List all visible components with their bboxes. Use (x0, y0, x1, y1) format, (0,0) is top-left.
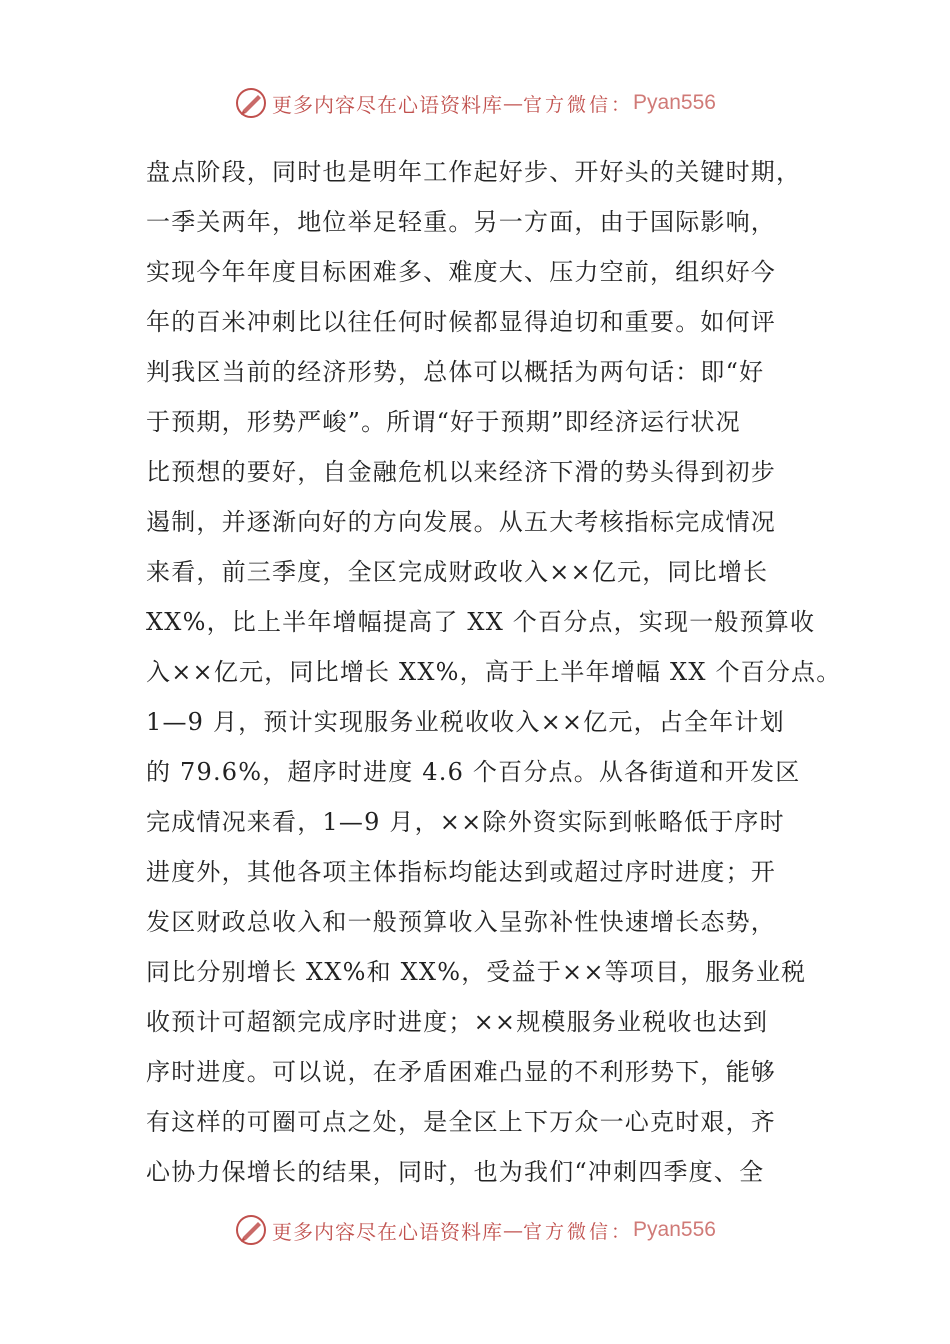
footer-separator: — (503, 1218, 524, 1242)
header-watermark (0, 83, 950, 123)
pen-logo-icon (234, 86, 268, 120)
footer-site-name: 更多内容尽在心语资料库 (272, 1219, 504, 1244)
pen-logo-icon (234, 1213, 268, 1247)
footer-wechat-id: Pyan556 (633, 1218, 716, 1241)
text-line: 有这样的可圈可点之处，是全区上下万众一心克时艰，齐 (146, 1108, 776, 1136)
text-line: 盘点阶段，同时也是明年工作起好步、开好头的关键时期， (146, 158, 802, 186)
footer-watermark (0, 1210, 950, 1250)
text-line: 发区财政总收入和一般预算收入呈弥补性快速增长态势， (146, 908, 776, 936)
text-line: 心协力保增长的结果，同时，也为我们“冲刺四季度、全 (146, 1158, 765, 1186)
footer-wechat-label: 官方微信： (523, 1220, 634, 1243)
text-line: 年的百米冲刺比以往任何时候都显得迫切和重要。如何评 (146, 308, 776, 336)
header-wechat-id: Pyan556 (633, 91, 716, 114)
header-wechat-label: 官方微信： (523, 93, 634, 116)
text-line: 遏制，并逐渐向好的方向发展。从五大考核指标完成情况 (146, 508, 776, 536)
text-line: 进度外，其他各项主体指标均能达到或超过序时进度；开 (146, 858, 776, 886)
text-line: 收预计可超额完成序时进度；××规模服务业税收也达到 (146, 1008, 769, 1036)
text-line: 于预期，形势严峻”。所谓“好于预期”即经济运行状况 (146, 408, 741, 436)
text-line: 同比分别增长 XX%和 XX%，受益于××等项目，服务业税 (146, 958, 807, 986)
text-line: 1—9 月，预计实现服务业税收收入××亿元，占全年计划 (146, 708, 785, 736)
text-line: 判我区当前的经济形势，总体可以概括为两句话：即“好 (146, 358, 765, 386)
text-line: 序时进度。可以说，在矛盾困难凸显的不利形势下，能够 (146, 1058, 776, 1086)
header-separator: — (503, 91, 524, 115)
text-line: 完成情况来看，1—9 月，××除外资实际到帐略低于序时 (146, 808, 785, 836)
text-line: XX%，比上半年增幅提高了 XX 个百分点，实现一般预算收 (146, 608, 816, 636)
text-line: 比预想的要好，自金融危机以来经济下滑的势头得到初步 (146, 458, 776, 486)
header-site-name: 更多内容尽在心语资料库 (272, 92, 504, 117)
body-text (146, 147, 842, 1197)
text-line: 一季关两年，地位举足轻重。另一方面，由于国际影响， (146, 208, 776, 236)
text-line: 的 79.6%，超序时进度 4.6 个百分点。从各街道和开发区 (146, 758, 801, 786)
text-line: 入××亿元，同比增长 XX%，高于上半年增幅 XX 个百分点。 (146, 658, 842, 686)
text-line: 实现今年年度目标困难多、难度大、压力空前，组织好今 (146, 258, 776, 286)
text-line: 来看，前三季度，全区完成财政收入××亿元，同比增长 (146, 558, 769, 586)
